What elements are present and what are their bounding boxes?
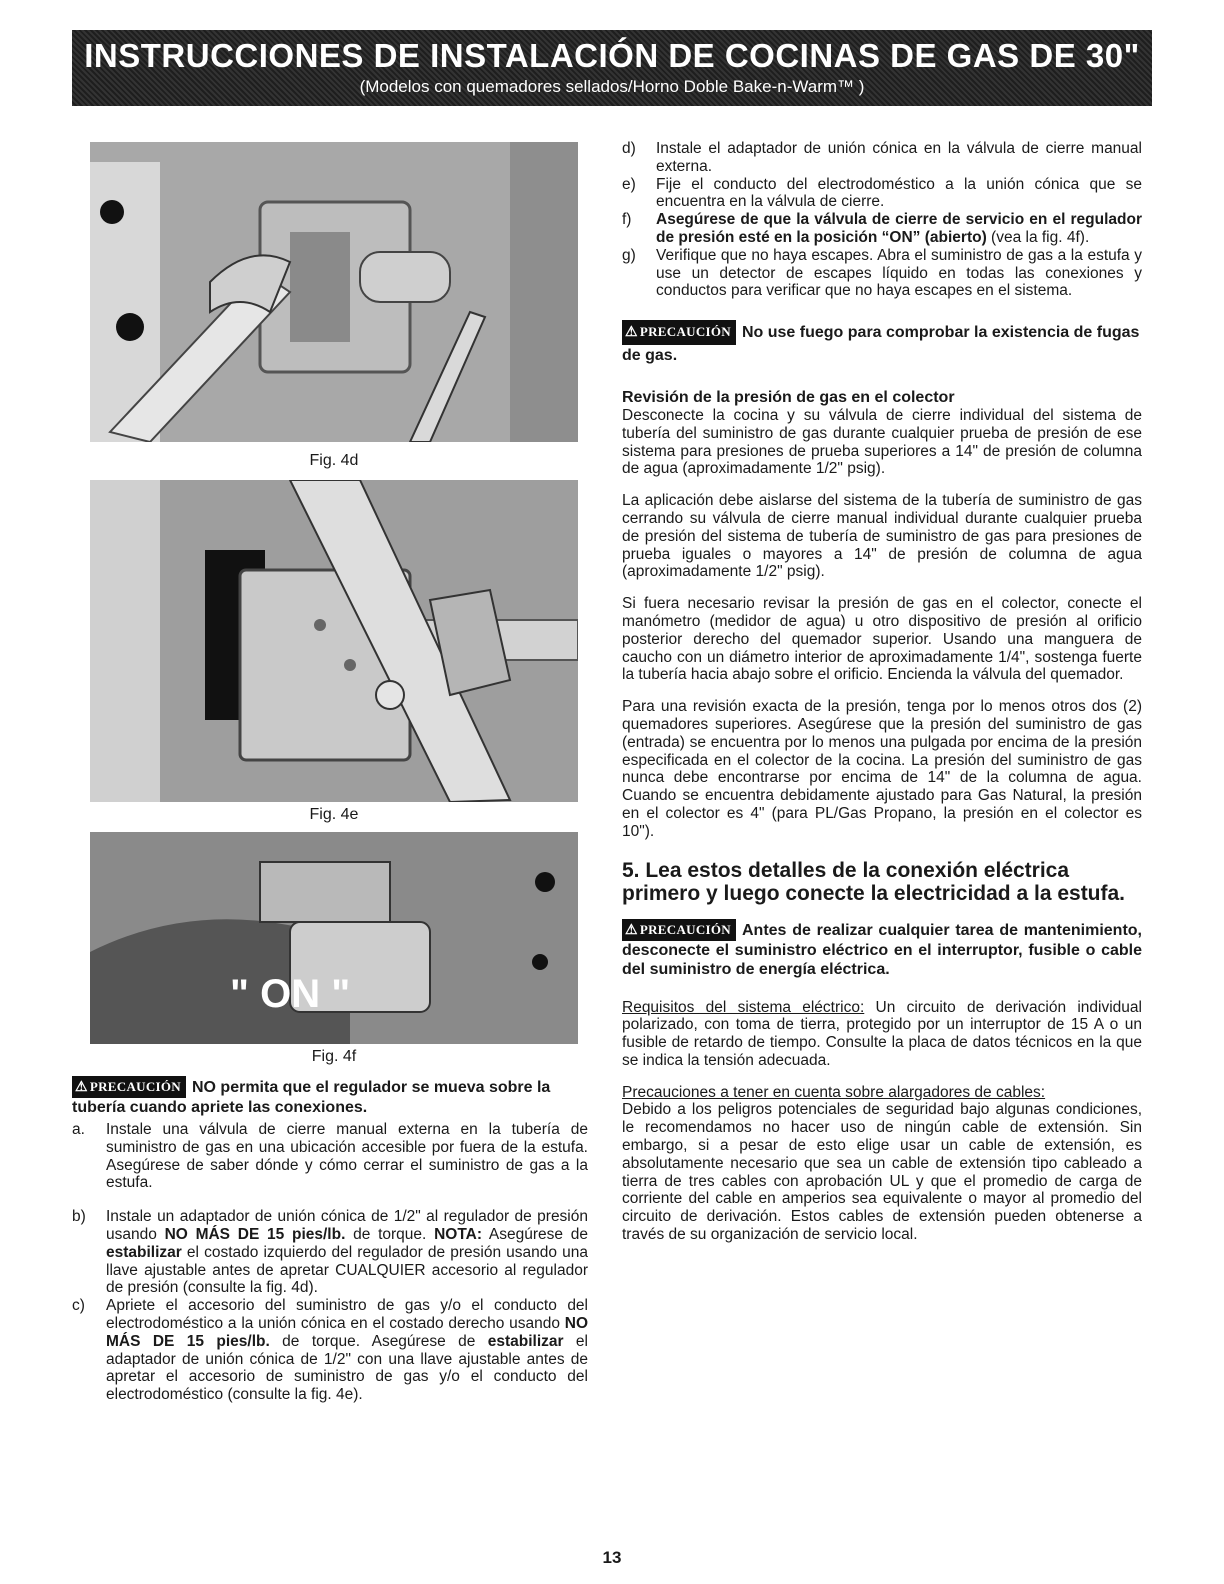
warning-triangle-icon: ⚠ [625, 325, 638, 341]
figure-4e-photo [90, 480, 578, 802]
pressure-check-heading: Revisión de la presión de gas en el colector [622, 389, 955, 407]
figure-4d-caption: Fig. 4d [309, 452, 359, 469]
extension-cord-precautions: Precauciones a tener en cuenta sobre alargadores de cables: Debido a los peligros potenciales de seguridad bajo algunas condiciones, le recomendamos no hacer uso de ningún cable de extensión. Sin embargo, si a pesar de esto elige usar un cable de extensión, es absolutamente necesario que sea un cable de extensión tipo cableado a tierra de tres cables con aprobación UL y que el promedio de carga de corriente del cable en amperios sea equivalente o mayor al promedio del circuito de derivación. Estos cables de extensión pueden obtenerse a través de su organización de servicio local. [622, 1083, 1142, 1244]
caution-text: NO permita que el regulador se mueva sobre la tubería cuando apriete las conexiones. [72, 1079, 551, 1116]
caution-badge: ⚠ PRECAUCIÓN [622, 919, 736, 941]
list-item-f: f) Asegúrese de que la válvula de cierre de servicio en el regulador de presión esté en la posición “ON” (abierto) (vea la fig. 4f). [622, 211, 1142, 246]
shutoff-valve-illustration [90, 832, 578, 1044]
list-item-a: a. Instale una válvula de cierre manual externa en la tubería de suministro de gas en una ubicación accesible por fuera de la estufa. Asegúrese de saber dónde y cómo cerrar el suministro de gas a la estufa. [72, 1121, 588, 1192]
right-column-text [622, 140, 1142, 1258]
warning-triangle-icon: ⚠ [625, 922, 638, 938]
paragraph-disconnect: Desconecte la cocina y su válvula de cierre individual del sistema de tubería del suministro de gas durante cualquier prueba de presión de ese sistema para presiones de prueba superiores a 14" de presión de columna de agua (aproximadamente 1/2" psig). [622, 406, 1142, 478]
page-header-banner [72, 30, 1152, 106]
figure-4d-photo [90, 142, 578, 442]
figure-4e-caption: Fig. 4e [309, 806, 359, 823]
paragraph-isolate: La aplicación debe aislarse del sistema de la tubería de suministro de gas cerrando su válvula de cierre manual individual durante cualquier prueba de presión del sistema de tubería de suministro de gas para presiones de prueba iguales o mayores a 14" de presión de columna de agua (aproximadamente 1/2" psig). [622, 492, 1142, 581]
page-subtitle: (Modelos con quemadores sellados/Horno Doble Bake-n-Warm™ ) [359, 77, 865, 96]
paragraph-accuracy: Para una revisión exacta de la presión, tenga por lo menos otros dos (2) quemadores superiores. Asegúrese que la presión del suministro de gas (entrada) se encuentra por lo menos una pulgada por encima de la presión especificada en el colector de la cocina. La presión del suministro de gas nunca debe encontrarse por encima de 14" de la columna de agua. Cuando se encuentra debidamente ajustado para Gas Natural, la presión en el colector es 4" (para PL/Gas Propano, la presión en el colector es 10"). [622, 698, 1142, 840]
page-title: INSTRUCCIONES DE INSTALACIÓN DE COCINAS DE GAS DE 30" [84, 37, 1140, 74]
list-item-d: d) Instale el adaptador de unión cónica en la válvula de cierre manual externa. [622, 140, 1142, 175]
paragraph-manometer: Si fuera necesario revisar la presión de gas en el colector, conecte el manómetro (medidor de agua) u otro dispositivo de presión al orificio posterior derecho del quemador superior. Usando una manguera de caucho con un diámetro interior de aproximadamente 1/4", sostenga fuerte la tubería hacia abajo sobre el orificio. Encienda la válvula del quemador. [622, 595, 1142, 684]
section-5-heading: 5. Lea estos detalles de la conexión eléctrica primero y luego conecte la electricidad a la estufa. [622, 858, 1126, 905]
on-label: " ON " [230, 972, 351, 1016]
page-number: 13 [602, 1548, 622, 1567]
list-item-g: g) Verifique que no haya escapes. Abra el suministro de gas a la estufa y use un detector de escapes líquido en todas las conexiones y conductos para verificar que no haya escapes en el sistema. [622, 246, 1142, 300]
list-item-b: b) Instale un adaptador de unión cónica de 1/2" al regulador de presión usando NO MÁS DE 15 pies/lb. de torque. NOTA: Asegúrese de estabilizar el costado izquierdo del regulador de presión usando una llave ajustable antes de apretar CUALQUIER accesorio al regulador de presión (consulte la fig. 4d). [72, 1208, 588, 1297]
caution-badge: ⚠ PRECAUCIÓN [72, 1076, 186, 1098]
warning-triangle-icon: ⚠ [75, 1080, 88, 1095]
caution-regulator [72, 1076, 588, 1117]
figure-4f-photo [90, 832, 578, 1044]
figure-4f-caption: Fig. 4f [311, 1048, 357, 1065]
caution-badge: ⚠ PRECAUCIÓN [622, 320, 736, 345]
list-item-e: e) Fije el conducto del electrodoméstico a la unión cónica que se encuentra en la válvula de cierre. [622, 175, 1142, 211]
caution-fire: ⚠ PRECAUCIÓN No use fuego para comprobar la existencia de fugas de gas. [622, 320, 1142, 367]
flare-union-illustration [90, 480, 578, 802]
wrench-regulator-illustration [90, 142, 578, 442]
electrical-requirements: Requisitos del sistema eléctrico: Un circuito de derivación individual polarizado, con toma de tierra, protegido por un interruptor de 15 A o un fusible de retardo de tiempo. Consulte la placa de datos técnicos en la que se indica la tensión adecuada. [622, 998, 1142, 1069]
caution-electrical: ⚠ PRECAUCIÓN Antes de realizar cualquier tarea de mantenimiento, desconecte el suministro eléctrico en el interruptor, fusible o cable del suministro de energía eléctrica. [622, 919, 1142, 979]
left-column-text [72, 1076, 588, 1404]
list-item-c: c) Apriete el accesorio del suministro de gas y/o el conducto del electrodoméstico a la unión cónica en el costado derecho usando NO MÁS DE 15 pies/lb. de torque. Asegúrese de estabilizar el adaptador de unión cónica de 1/2" con una llave ajustable antes de apretar el accesorio de suministro de gas y/o el conducto del electrodoméstico (consulte la fig. 4e). [72, 1297, 588, 1404]
